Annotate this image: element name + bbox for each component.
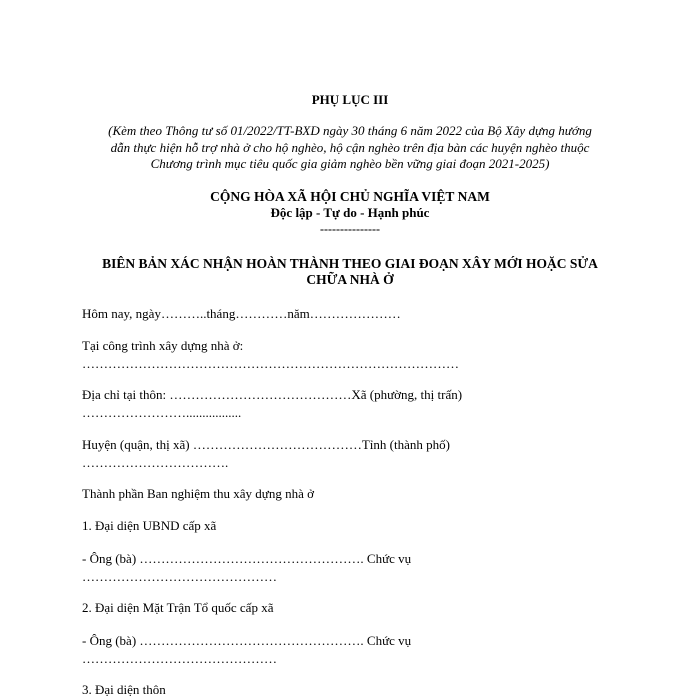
rep1-blank: ……………………………………… [82, 569, 277, 584]
appendix-note-line: (Kèm theo Thông tư số 01/2022/TT-BXD ngày 30 tháng 6 năm 2022 của Bộ Xây dựng hướng [108, 123, 592, 138]
rep2-heading: 2. Đại diện Mặt Trận Tổ quốc cấp xã [82, 600, 274, 615]
rep1-line: - Ông (bà) ……………………………………………. Chức vụ [82, 551, 412, 566]
rep2-line: - Ông (bà) ……………………………………………. Chức vụ [82, 633, 412, 648]
district-line: Huyện (quận, thị xã) …………………………………Tỉnh (thành phố) [82, 437, 450, 452]
site-label: Tại công trình xây dựng nhà ở: [82, 338, 244, 353]
rep1-heading: 1. Đại diện UBND cấp xã [82, 518, 217, 533]
rep3-heading: 3. Đại diện thôn [82, 682, 166, 697]
appendix-note [70, 123, 630, 173]
site-blank: …………………………………………………………………………… [82, 356, 459, 371]
rep2-blank: ……………………………………… [82, 651, 277, 666]
district-blank: ……………………………. [82, 455, 229, 470]
nation-motto: Độc lập - Tự do - Hạnh phúc [270, 205, 430, 220]
document-title [70, 256, 630, 288]
appendix-note-line: dẫn thực hiện hỗ trợ nhà ở cho hộ nghèo, hộ cận nghèo trên địa bàn các huyện nghèo thuộc [110, 139, 590, 155]
document-title-line: CHỮA NHÀ Ở [306, 272, 394, 287]
date-line: Hôm nay, ngày………..tháng…………năm………………… [82, 306, 401, 321]
appendix-note-line: Chương trình mục tiêu quốc gia giảm nghèo bền vững giai đoạn 2021-2025) [150, 156, 550, 171]
nation-divider: --------------- [320, 222, 380, 236]
document-title-line: BIÊN BẢN XÁC NHẬN HOÀN THÀNH THEO GIAI ĐOẠN XÂY MỚI HOẶC SỬA [102, 256, 598, 271]
committee-intro: Thành phần Ban nghiệm thu xây dựng nhà ở [82, 486, 314, 501]
address-blank: ……………………................. [82, 405, 242, 420]
appendix-title: PHỤ LỤC III [311, 92, 389, 107]
address-line: Địa chỉ tại thôn: ……………………………………Xã (phường, thị trấn) [82, 387, 463, 402]
nation-name: CỘNG HÒA XÃ HỘI CHỦ NGHĨA VIỆT NAM [210, 189, 490, 204]
